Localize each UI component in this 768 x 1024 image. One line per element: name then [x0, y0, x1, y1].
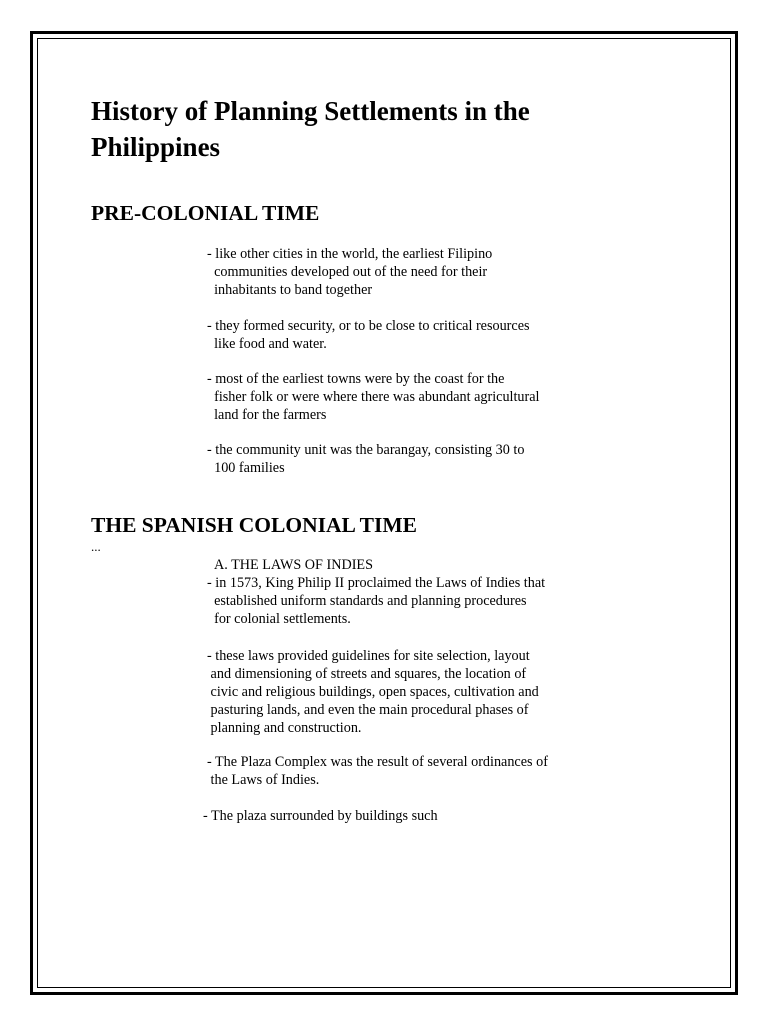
section-heading-pre-colonial: PRE-COLONIAL TIME [91, 201, 320, 225]
spanish-paragraph-1: - in 1573, King Philip II proclaimed the Laws of Indies that established uniform standards and planning procedures for colonial settlements. [207, 575, 546, 627]
spanish-paragraph-4: - The plaza surrounded by buildings such [203, 808, 438, 824]
ellipsis-marker: ... [91, 539, 101, 554]
pre-colonial-paragraph-4: - the community unit was the barangay, consisting 30 to 100 families [207, 442, 525, 476]
section-heading-spanish-colonial: THE SPANISH COLONIAL TIME [91, 513, 417, 537]
pre-colonial-paragraph-3: - most of the earliest towns were by the coast for the fisher folk or were where there was abundant agricultural land for the farmers [207, 371, 540, 423]
laws-of-indies-subheading: A. THE LAWS OF INDIES [214, 557, 373, 573]
pre-colonial-paragraph-1: - like other cities in the world, the earliest Filipino communities developed out of the need for their inhabitants to band together [207, 246, 493, 298]
document-title: History of Planning Settlements in the Philippines [91, 96, 530, 162]
spanish-paragraph-2: - these laws provided guidelines for site selection, layout and dimensioning of streets and squares, the location of civic and religious buildings, open spaces, cultivation and pasturing lands, and even the main procedural phases of planning and construction. [207, 648, 539, 736]
pre-colonial-paragraph-2: - they formed security, or to be close to critical resources like food and water. [207, 318, 530, 352]
spanish-paragraph-3: - The Plaza Complex was the result of several ordinances of the Laws of Indies. [207, 754, 548, 788]
